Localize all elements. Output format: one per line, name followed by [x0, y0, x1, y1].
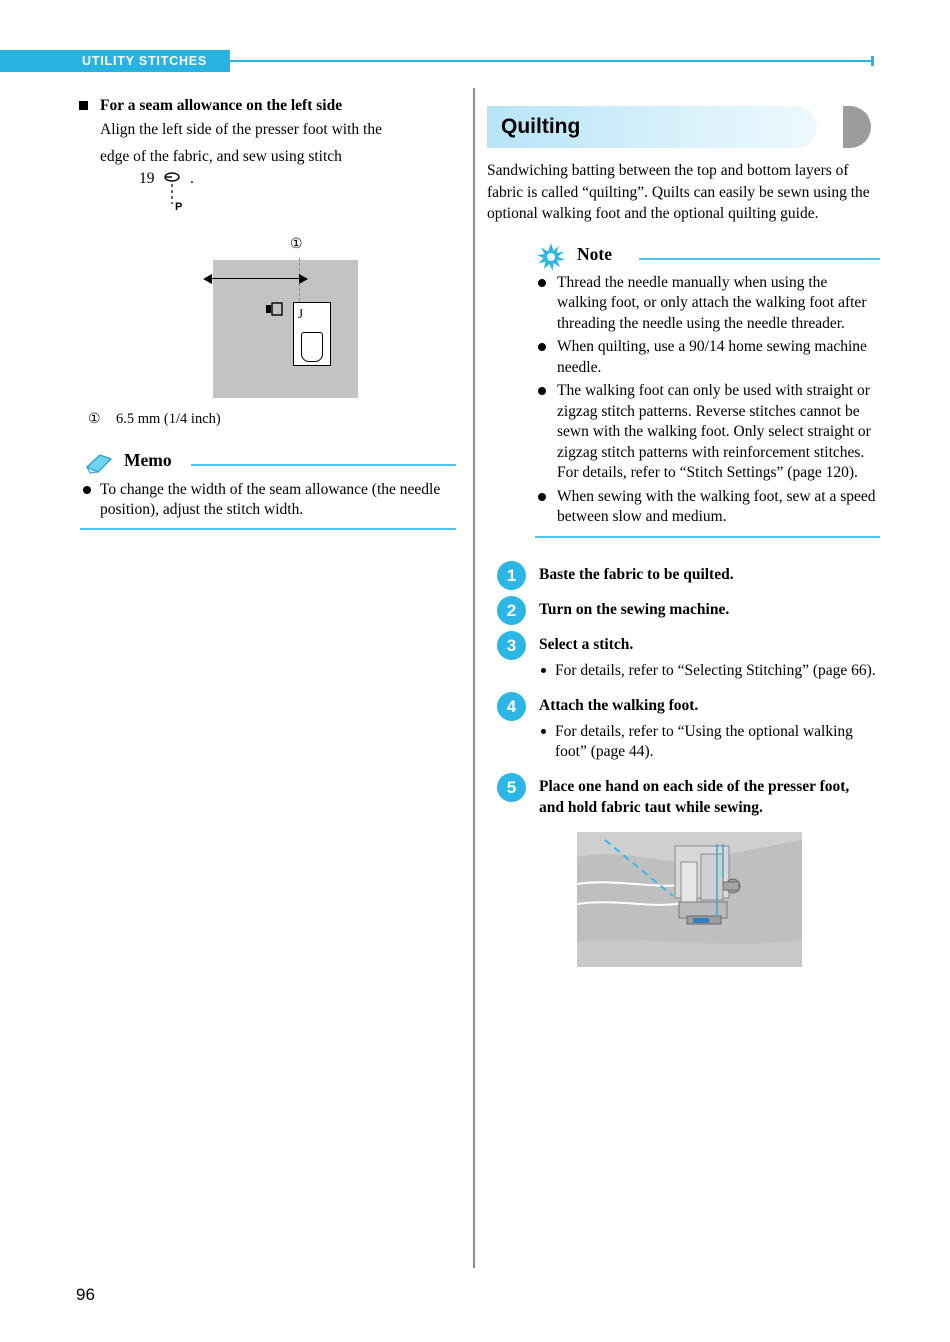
figure-callout-1: ① — [290, 237, 303, 252]
memo-title-row — [78, 450, 456, 480]
figure-caption-text: 6.5 mm (1/4 inch) — [116, 411, 221, 427]
section-title: Quilting — [501, 115, 581, 138]
left-section-heading — [78, 96, 463, 116]
left-column — [78, 96, 463, 530]
stitch-sentence-period: . — [190, 170, 194, 187]
column-divider — [473, 88, 475, 1268]
step-title: Place one hand on each side of the presser foot, and hold fabric taut while sewing. — [539, 777, 850, 816]
step-number-badge: 5 — [497, 773, 526, 802]
step-title: Baste the fabric to be quilted. — [539, 565, 734, 583]
note-block — [535, 243, 880, 538]
step-subitem — [539, 661, 877, 681]
header-title: UTILITY STITCHES — [82, 54, 208, 68]
note-title-row — [535, 243, 880, 273]
bullet-dot-icon — [541, 668, 546, 673]
stitch-pattern-icon — [163, 170, 189, 222]
note-item-text: Thread the needle manually when using the walking foot, or only attach the walking foot after threading the needle using the needle threader. — [557, 273, 867, 332]
page-header — [0, 50, 950, 72]
procedure-steps — [497, 564, 877, 967]
memo-block — [78, 450, 456, 530]
step-subitem-text: For details, refer to “Using the optional walking foot” (page 44). — [555, 722, 853, 760]
memo-item-text: To change the width of the seam allowance (the needle position), adjust the stitch width. — [100, 481, 441, 518]
arrow-right-icon — [299, 274, 308, 284]
bullet-dot-icon — [541, 729, 546, 734]
note-list — [535, 273, 880, 528]
memo-rule-top — [191, 464, 456, 466]
step-title: Select a stitch. — [539, 635, 634, 653]
left-section-heading-text: For a seam allowance on the left side — [100, 97, 343, 114]
step-item — [497, 564, 877, 585]
step-item — [497, 634, 877, 681]
step-item — [497, 695, 877, 762]
section-banner-tab — [825, 106, 871, 148]
walking-foot-photo — [577, 832, 802, 967]
stitch-number: 19 — [139, 170, 155, 187]
left-paragraph-line-1: Align the left side of the presser foot with the — [100, 121, 382, 138]
note-rule-top — [639, 258, 880, 260]
figure-presser-foot-inner — [301, 332, 323, 362]
bullet-dot-icon — [538, 387, 546, 395]
svg-text:P: P — [175, 201, 183, 213]
figure-caption-marker: ① — [88, 412, 101, 427]
bullet-dot-icon — [83, 486, 91, 494]
memo-rule-bottom — [80, 528, 456, 530]
bullet-dot-icon — [538, 279, 546, 287]
step-subitem — [539, 722, 877, 762]
step-number-badge: 2 — [497, 596, 526, 625]
header-rule-end-cap — [871, 56, 874, 66]
figure-foot-label: J — [298, 306, 304, 321]
step-subitem-text: For details, refer to “Selecting Stitching” (page 66). — [555, 661, 876, 679]
note-list-item — [535, 487, 880, 528]
memo-item — [78, 480, 456, 520]
note-starburst-icon — [537, 243, 565, 271]
step-title: Turn on the sewing machine. — [539, 600, 730, 618]
bullet-dot-icon — [538, 343, 546, 351]
step-title: Attach the walking foot. — [539, 696, 699, 714]
note-list-item — [535, 381, 880, 484]
square-bullet-icon — [79, 101, 88, 110]
step-number-badge: 1 — [497, 561, 526, 590]
seam-allowance-figure — [138, 237, 438, 405]
note-list-item — [535, 273, 880, 335]
figure-side-marker-icon — [266, 302, 284, 316]
header-rule — [228, 60, 873, 62]
memo-title: Memo — [124, 450, 172, 470]
figure-measure-arrows — [203, 274, 308, 284]
arrow-left-icon — [203, 274, 212, 284]
note-item-text: When sewing with the walking foot, sew at a speed between slow and medium. — [557, 487, 876, 525]
page-number: 96 — [76, 1285, 95, 1304]
step-number-badge: 3 — [497, 631, 526, 660]
note-title: Note — [577, 243, 612, 264]
note-item-text: When quilting, use a 90/14 home sewing machine needle. — [557, 338, 867, 376]
figure-caption — [78, 411, 463, 428]
step-number-badge: 4 — [497, 692, 526, 721]
note-item-text: The walking foot can only be used with straight or zigzag stitch patterns. Reverse stitches cannot be sewn with the walking foot. Only select straight or zigzag stitch patterns with reinforcement stitches. For details, refer to “Stitch Settings” (page 120). — [557, 382, 871, 481]
stitch-reference-row — [78, 170, 463, 232]
note-list-item — [535, 337, 880, 378]
right-column — [487, 96, 887, 967]
memo-icon — [84, 453, 114, 475]
arrow-line — [211, 278, 307, 279]
step-item — [497, 599, 877, 620]
note-rule-bottom — [535, 536, 880, 538]
step-item — [497, 776, 877, 818]
section-banner — [487, 106, 877, 148]
bullet-dot-icon — [538, 493, 546, 501]
section-intro-text: Sandwiching batting between the top and bottom layers of fabric is called “quilting”. Quilts can easily be sewn using the optional walking foot and the optional quilting guide. — [487, 162, 870, 222]
left-paragraph-line-2: edge of the fabric, and sew using stitch — [100, 148, 342, 165]
